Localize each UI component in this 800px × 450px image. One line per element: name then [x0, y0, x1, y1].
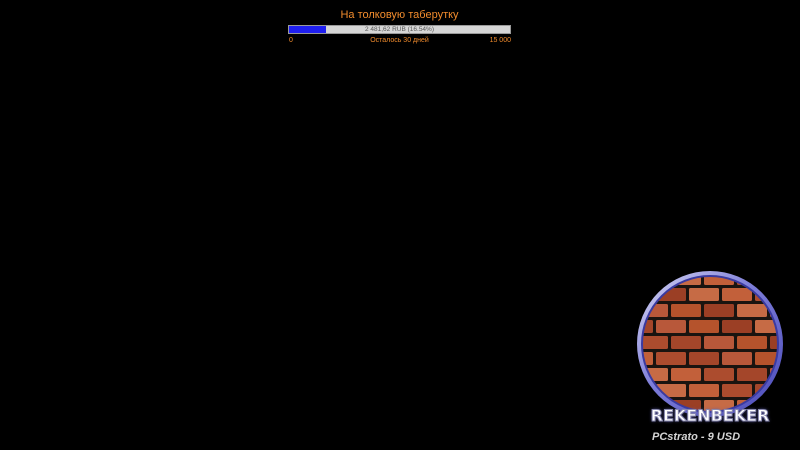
brick — [737, 336, 767, 349]
donor-name: REKENBEKER — [650, 406, 770, 425]
donation-goal-widget — [288, 9, 511, 47]
brick — [737, 368, 767, 381]
brick — [737, 304, 767, 317]
brick — [634, 304, 635, 317]
brick — [689, 384, 719, 397]
goal-remaining-label: Осталось 30 дней — [370, 37, 429, 44]
brick — [722, 288, 752, 301]
goal-title: На толковую таберутку — [340, 9, 459, 21]
brick — [689, 352, 719, 365]
brick — [638, 272, 668, 285]
brick — [704, 368, 734, 381]
brick — [634, 288, 653, 301]
brick — [770, 272, 786, 285]
brick — [656, 352, 686, 365]
brick — [689, 288, 719, 301]
brick — [689, 320, 719, 333]
brick — [671, 304, 701, 317]
brick — [634, 368, 635, 381]
brick — [722, 352, 752, 365]
brick — [671, 368, 701, 381]
brick-wall-image — [634, 268, 786, 420]
brick — [634, 272, 635, 285]
brick — [634, 384, 653, 397]
brick — [656, 320, 686, 333]
goal-progress-bar — [288, 25, 511, 34]
goal-scale-row — [288, 36, 511, 47]
donation-caption: PCstrato - 9 USD — [652, 431, 741, 443]
goal-max-label: 15 000 — [489, 37, 511, 44]
goal-min-label: 0 — [289, 37, 293, 44]
brick — [704, 304, 734, 317]
brick — [634, 400, 635, 413]
goal-amount-label: 2 481,62 RUB (16.54%) — [364, 26, 434, 33]
brick — [634, 336, 635, 349]
brick — [671, 336, 701, 349]
brick — [722, 384, 752, 397]
brick — [704, 336, 734, 349]
brick — [722, 320, 752, 333]
last-donation-badge — [634, 268, 786, 420]
